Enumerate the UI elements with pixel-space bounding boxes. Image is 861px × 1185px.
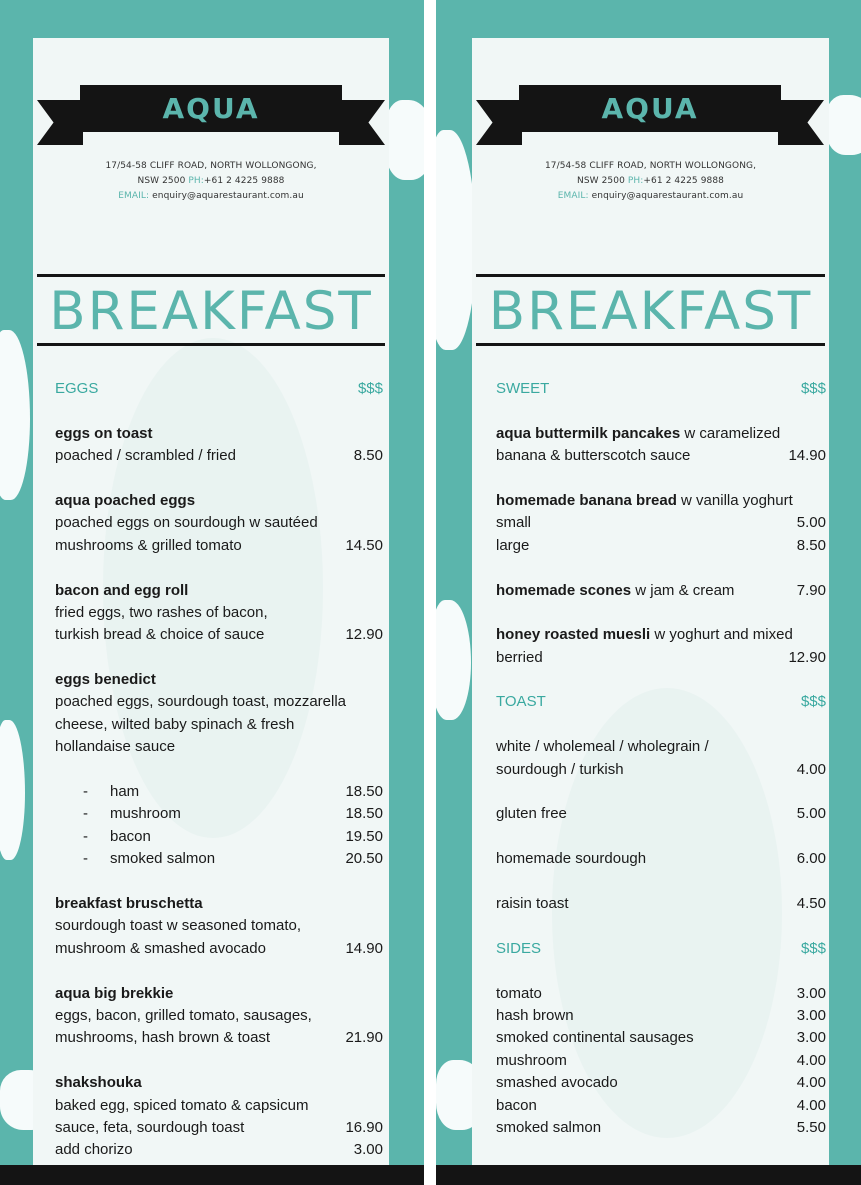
item-name: homemade banana bread bbox=[496, 491, 677, 509]
tree-silhouette bbox=[385, 100, 424, 180]
item-line: sauce, feta, sourdough toast 16.90 bbox=[55, 1117, 383, 1139]
item-line: honey roasted muesli w yoghurt and mixed bbox=[496, 626, 793, 644]
item-line: hollandaise sauce bbox=[55, 738, 176, 756]
tree-silhouette bbox=[436, 130, 476, 350]
item-price: 5.00 bbox=[796, 514, 826, 532]
size-row: small 5.00 bbox=[496, 512, 826, 534]
item-price: 4.50 bbox=[796, 894, 826, 912]
phone-label: PH: bbox=[188, 176, 204, 186]
section-header bbox=[496, 691, 826, 713]
item-line: fried eggs, two rashes of bacon, bbox=[55, 603, 268, 621]
item-name: eggs on toast bbox=[55, 424, 153, 442]
item-price: 7.90 bbox=[796, 581, 826, 599]
side-row: smoked continental sausages 3.00 bbox=[496, 1029, 826, 1047]
item-price: 16.90 bbox=[345, 1118, 383, 1136]
item-price: 12.90 bbox=[788, 648, 826, 666]
side-row: hash brown 3.00 bbox=[496, 1006, 826, 1024]
item-name: bacon and egg roll bbox=[55, 581, 189, 599]
option-row: - smoked salmon 20.50 bbox=[55, 848, 383, 870]
item-name: aqua buttermilk pancakes bbox=[496, 424, 681, 442]
phone-label: PH: bbox=[627, 176, 644, 186]
address-line: 17/54-58 CLIFF ROAD, NORTH WOLLONGONG, bbox=[105, 161, 317, 171]
item-line: sourdough / turkish 4.00 bbox=[496, 759, 826, 781]
address-line: 17/54-58 CLIFF ROAD, NORTH WOLLONGONG, bbox=[544, 161, 757, 171]
address-phone-line bbox=[472, 174, 829, 189]
item-price: 4.00 bbox=[796, 760, 826, 778]
item-name: breakfast bruschetta bbox=[55, 894, 203, 912]
side-row: smashed avocado 4.00 bbox=[496, 1074, 826, 1092]
side-row: mushroom 4.00 bbox=[496, 1051, 826, 1069]
menu-title: BREAKFAST bbox=[488, 281, 813, 342]
section-price-header: $$$ bbox=[357, 380, 383, 397]
tree-silhouette bbox=[436, 600, 471, 720]
section-header bbox=[496, 378, 826, 400]
item-line: homemade scones w jam & cream 7.90 bbox=[496, 580, 826, 602]
item-price: 8.50 bbox=[796, 536, 826, 554]
footer-bar-right bbox=[436, 1165, 861, 1185]
item-name: shakshouka bbox=[55, 1074, 142, 1092]
option-row: - ham 18.50 bbox=[55, 781, 383, 803]
restaurant-address bbox=[33, 159, 389, 204]
ribbon-tail-right bbox=[778, 100, 824, 145]
section-header bbox=[496, 938, 826, 960]
tree-silhouette bbox=[0, 330, 30, 500]
email-line bbox=[472, 189, 829, 204]
item-line: berried 12.90 bbox=[496, 647, 826, 669]
item-price: 14.50 bbox=[345, 536, 383, 554]
side-row: tomato 3.00 bbox=[496, 984, 826, 1002]
item-price: 3.00 bbox=[353, 1141, 383, 1159]
email-label: EMAIL: bbox=[118, 191, 150, 201]
menu-title: BREAKFAST bbox=[49, 281, 373, 342]
item-line: cheese, wilted baby spinach & fresh bbox=[55, 715, 295, 733]
item-line: homemade sourdough 6.00 bbox=[496, 848, 826, 870]
item-line: baked egg, spiced tomato & capsicum bbox=[55, 1096, 309, 1114]
item-name: honey roasted muesli bbox=[496, 626, 651, 644]
ribbon-main bbox=[519, 85, 781, 132]
sweet-section bbox=[496, 378, 826, 1139]
footer-bar-left bbox=[0, 1165, 424, 1185]
item-line: eggs, bacon, grilled tomato, sausages, bbox=[55, 1006, 312, 1024]
phone-number: +61 2 4225 9888 bbox=[203, 176, 285, 186]
menu-page bbox=[33, 38, 389, 1165]
restaurant-logo: AQUA bbox=[601, 92, 699, 125]
divider-bottom bbox=[37, 343, 385, 346]
divider-bottom bbox=[476, 343, 825, 346]
phone-number: +61 2 4225 9888 bbox=[643, 176, 725, 186]
option-row: - mushroom 18.50 bbox=[55, 803, 383, 825]
side-row: bacon 4.00 bbox=[496, 1096, 826, 1114]
postcode: NSW 2500 bbox=[576, 176, 628, 186]
email-line bbox=[33, 189, 389, 204]
email-address: enquiry@aquarestaurant.com.au bbox=[152, 191, 304, 201]
tree-silhouette bbox=[0, 720, 25, 860]
email-address: enquiry@aquarestaurant.com.au bbox=[591, 191, 744, 201]
option-row: - bacon 19.50 bbox=[55, 826, 383, 848]
item-line: add chorizo 3.00 bbox=[55, 1139, 383, 1161]
section-title: TOAST bbox=[496, 693, 546, 711]
item-line: mushroom & smashed avocado 14.90 bbox=[55, 938, 383, 960]
item-line: raisin toast 4.50 bbox=[496, 893, 826, 915]
item-name: eggs benedict bbox=[55, 671, 156, 689]
logo-banner bbox=[37, 85, 385, 145]
item-line: mushrooms, hash brown & toast 21.90 bbox=[55, 1027, 383, 1049]
side-row: smoked salmon 5.50 bbox=[496, 1118, 826, 1136]
item-line: turkish bread & choice of sauce 12.90 bbox=[55, 624, 383, 646]
tree-silhouette bbox=[826, 95, 861, 155]
option-price: 18.50 bbox=[345, 783, 383, 801]
email-label: EMAIL: bbox=[557, 191, 589, 201]
divider-top bbox=[476, 274, 825, 277]
restaurant-logo: AQUA bbox=[162, 92, 260, 125]
section-price-header: $$$ bbox=[800, 693, 826, 711]
item-price: 12.90 bbox=[345, 626, 383, 644]
item-line: banana & butterscotch sauce 14.90 bbox=[496, 445, 826, 467]
eggs-section bbox=[55, 378, 383, 1162]
ribbon-tail-left bbox=[476, 100, 522, 145]
address-phone-line bbox=[33, 174, 389, 189]
item-name: homemade scones bbox=[496, 581, 632, 599]
menu-page bbox=[472, 38, 829, 1165]
item-price: 5.00 bbox=[796, 805, 826, 823]
item-name: aqua big brekkie bbox=[55, 984, 174, 1002]
item-line: white / wholemeal / wholegrain / bbox=[496, 738, 709, 756]
restaurant-address bbox=[472, 159, 829, 204]
item-line: poached eggs on sourdough w sautéed bbox=[55, 514, 318, 532]
postcode: NSW 2500 bbox=[137, 176, 189, 186]
ribbon-tail-left bbox=[37, 100, 83, 145]
option-price: 19.50 bbox=[345, 827, 383, 845]
item-line: homemade banana bread w vanilla yoghurt bbox=[496, 491, 793, 509]
item-name: aqua poached eggs bbox=[55, 491, 196, 509]
section-title: SWEET bbox=[496, 380, 550, 397]
item-price: 14.90 bbox=[345, 939, 383, 957]
section-header bbox=[55, 378, 383, 400]
item-line: poached / scrambled / fried 8.50 bbox=[55, 445, 383, 467]
logo-banner bbox=[476, 85, 824, 145]
option-price: 18.50 bbox=[345, 805, 383, 823]
item-line: aqua buttermilk pancakes w caramelized bbox=[496, 424, 781, 442]
section-title: SIDES bbox=[496, 939, 542, 957]
item-price: 21.90 bbox=[345, 1029, 383, 1047]
item-line: mushrooms & grilled tomato 14.50 bbox=[55, 535, 383, 557]
ribbon-main bbox=[80, 85, 342, 132]
item-price: 8.50 bbox=[353, 447, 383, 465]
item-line: sourdough toast w seasoned tomato, bbox=[55, 917, 301, 935]
ribbon-tail-right bbox=[339, 100, 385, 145]
menu-page-left bbox=[0, 0, 424, 1165]
section-title: EGGS bbox=[55, 380, 99, 397]
section-price-header: $$$ bbox=[800, 939, 826, 957]
size-row: large 8.50 bbox=[496, 535, 826, 557]
menu-page-right bbox=[436, 0, 861, 1165]
item-line: gluten free 5.00 bbox=[496, 803, 826, 825]
option-price: 20.50 bbox=[345, 850, 383, 868]
item-price: 14.90 bbox=[788, 447, 826, 465]
item-line: poached eggs, sourdough toast, mozzarella bbox=[55, 693, 347, 711]
section-price-header: $$$ bbox=[800, 380, 826, 397]
item-price: 6.00 bbox=[796, 850, 826, 868]
divider-top bbox=[37, 274, 385, 277]
